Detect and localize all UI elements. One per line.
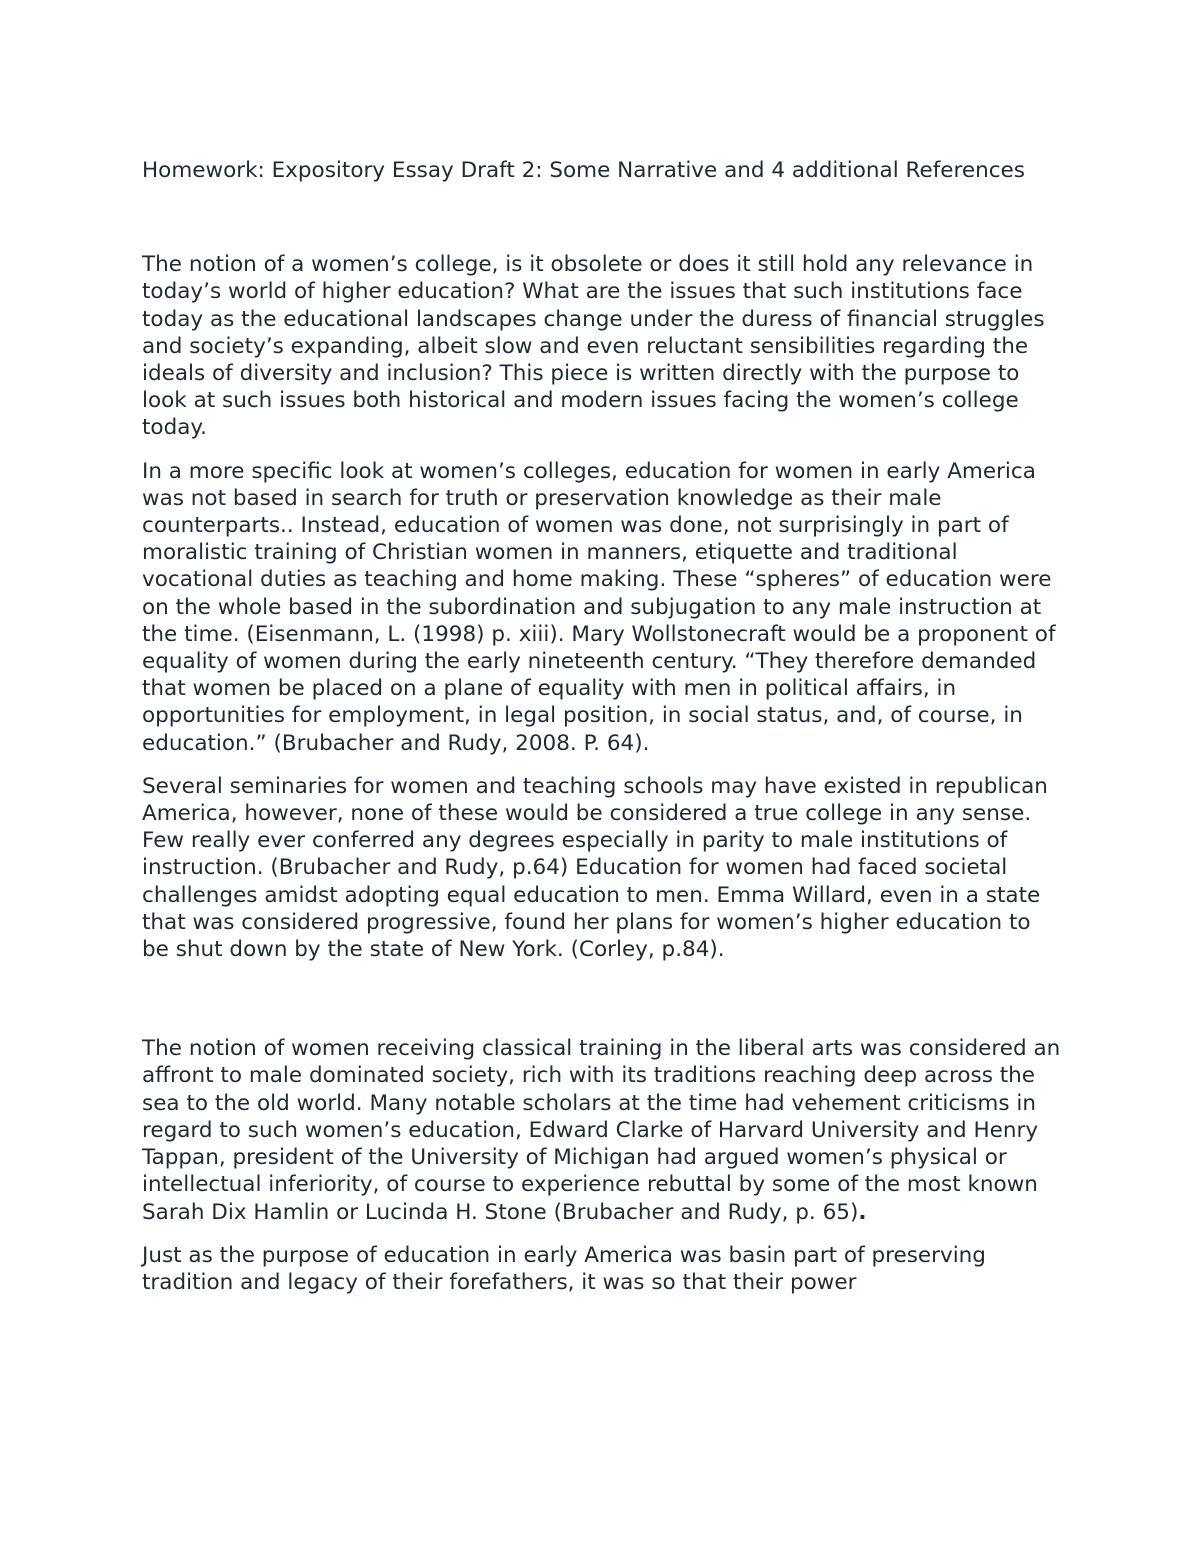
paragraph-3: Several seminaries for women and teaching schools may have existed in republican America, however, none of these would be considered a true college in any sense. Few really ever conferred any degrees especially in parity to male institutions of instruction. (Brubacher and Rudy, p.64) Education for women had faced societal challenges amidst adopting equal education to men. Emma Willard, even in a state that was considered progressive, found her plans for women’s higher education to be shut down by the state of New York. (Corley, p.84). bbox=[142, 773, 1048, 963]
document-body bbox=[142, 157, 1062, 1296]
paragraph-1: The notion of a women’s college, is it obsolete or does it still hold any relevance in today’s world of higher education? What are the issues that such institutions face today as the educational landscapes change under the duress of financial struggles and society’s expanding, albeit slow and even reluctant sensibilities regarding the ideals of diversity and inclusion? This piece is written directly with the purpose to look at such issues both historical and modern issues facing the women’s college today. bbox=[142, 252, 1045, 441]
title-spacer bbox=[142, 184, 1062, 251]
paragraph-4-text: The notion of women receiving classical training in the liberal arts was considered an affront to male dominated society, rich with its traditions reaching deep across the sea to the old world. Many notable scholars at the time had vehement criticisms in regard to such women’s education, Edward Clarke of Harvard University and Henry Tappan, president of the University of Michigan had argued women’s physical or intellectual inferiority, of course to experience rebuttal by some of the most known Sarah Dix Hamlin or Lucinda H. Stone (Brubacher and Rudy, p. 65) bbox=[142, 1036, 1061, 1225]
paragraph-4 bbox=[142, 1035, 1062, 1225]
paragraph-gap bbox=[142, 442, 1062, 458]
document-title: Homework: Expository Essay Draft 2: Some Narrative and 4 additional References bbox=[142, 158, 1025, 183]
paragraph-gap bbox=[142, 757, 1062, 773]
paragraph-5: Just as the purpose of education in early America was basin part of preserving tradition and legacy of their forefathers, it was so that their power bbox=[142, 1242, 986, 1295]
paragraph-4-period: . bbox=[858, 1199, 867, 1225]
paragraph-gap bbox=[142, 1226, 1062, 1242]
paragraph-gap-large bbox=[142, 963, 1062, 1035]
paragraph-2: In a more specific look at women’s colleges, education for women in early America was not based in search for truth or preservation knowledge as their male counterparts.. Instead, education of women was done, not surprisingly in part of moralistic training of Christian women in manners, etiquette and traditional vocational duties as teaching and home making. These “spheres” of education were on the whole based in the subordination and subjugation to any male instruction at the time. (Eisenmann, L. (1998) p. xiii). Mary Wollstonecraft would be a proponent of equality of women during the early nineteenth century. “They therefore demanded that women be placed on a plane of equality with men in political affairs, in opportunities for employment, in legal position, in social status, and, of course, in education.” (Brubacher and Rudy, 2008. P. 64). bbox=[142, 458, 1056, 756]
